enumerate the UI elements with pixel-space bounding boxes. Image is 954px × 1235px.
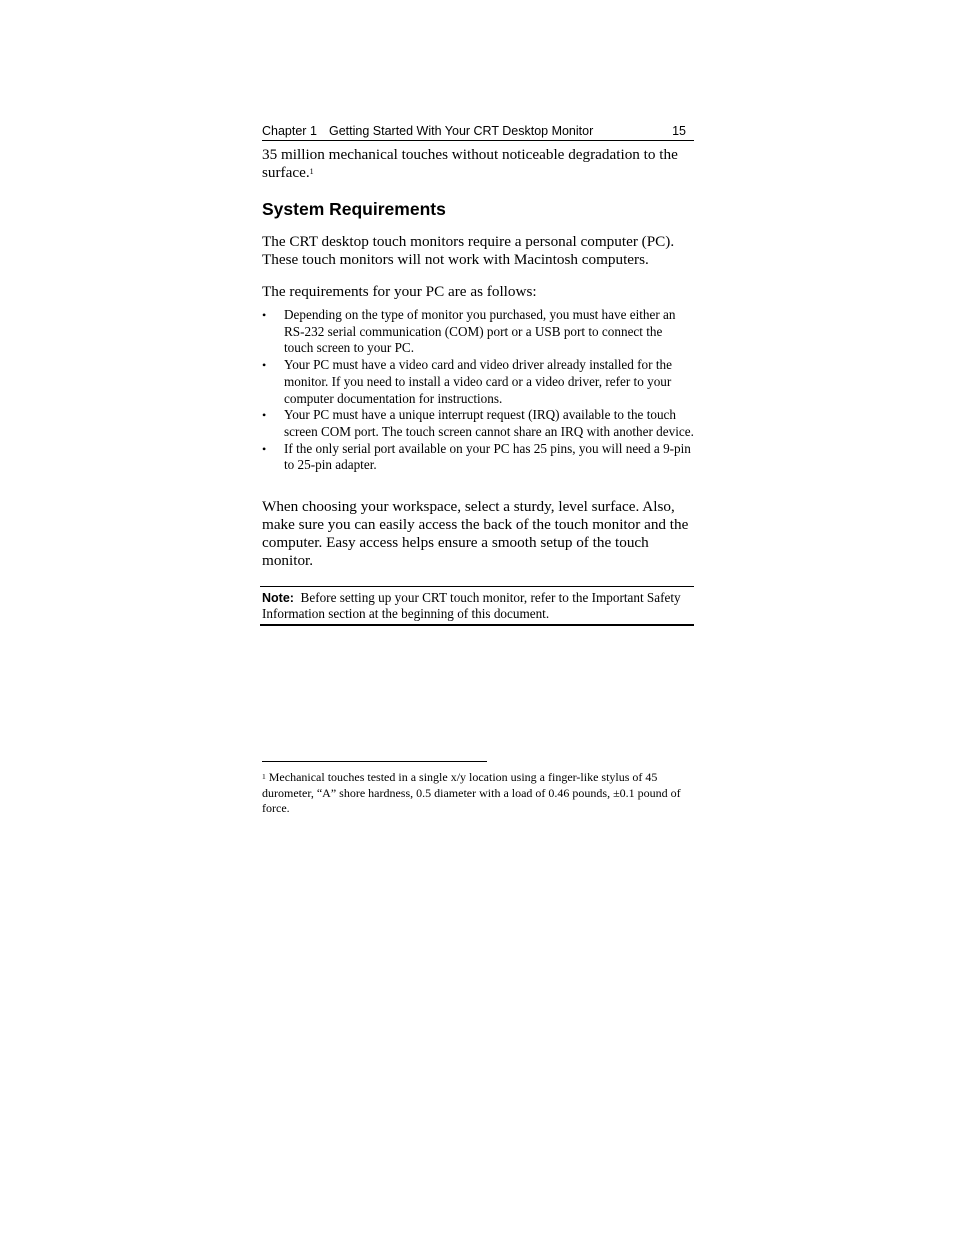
footnote: [262, 770, 694, 817]
workspace-paragraph: When choosing your workspace, select a sturdy, level surface. Also, make sure you can easily access the back of the touch monitor and the computer. Easy access helps ensure a smooth setup of the touch monitor.: [262, 498, 689, 569]
bullet-icon: •: [262, 408, 267, 423]
note-text: Before setting up your CRT touch monitor, refer to the Important Safety Information section at the beginning of this document.: [262, 590, 681, 621]
footnote-number: 1: [262, 772, 266, 781]
section-heading: System Requirements: [262, 199, 446, 219]
requirements-intro: The requirements for your PC are as follows:: [262, 283, 537, 300]
list-item: [262, 307, 694, 357]
footnote-reference[interactable]: 1: [309, 167, 314, 176]
header-chapter-title: Getting Started With Your CRT Desktop Monitor: [329, 124, 594, 138]
footnote-divider: [262, 761, 487, 762]
list-item: [262, 407, 694, 440]
bullet-icon: •: [262, 308, 267, 322]
list-item-text: If the only serial port available on your PC has 25 pins, you will need a 9-pin to 25-pin adapter.: [284, 440, 691, 473]
list-item: [262, 357, 694, 407]
note-box: [260, 586, 694, 626]
bullet-icon: •: [262, 358, 267, 373]
footnote-text: Mechanical touches tested in a single x/y location using a finger-like stylus of 45 durometer, “A” shore hardness, 0.5 diameter with a load of 0.46 pounds, ±0.1 pound of force.: [262, 770, 681, 815]
requirements-paragraph-1: The CRT desktop touch monitors require a personal computer (PC). These touch monitors will not work with Macintosh computers.: [262, 233, 675, 268]
intro-text: 35 million mechanical touches without noticeable degradation to the surface.: [262, 146, 678, 181]
requirements-list: [262, 307, 694, 474]
list-item-text: Depending on the type of monitor you purchased, you must have either an RS-232 serial communication (COM) port or a USB port to connect the touch screen to your PC.: [284, 307, 676, 356]
list-item-text: Your PC must have a video card and video driver already installed for the monitor. If you need to install a video card or a video driver, refer to your computer documentation for instructions.: [284, 357, 672, 406]
page-number: 15: [672, 124, 686, 138]
bullet-icon: •: [262, 441, 267, 456]
note-label: Note:: [262, 591, 294, 605]
list-item: [262, 441, 694, 474]
header-chapter: Chapter 1: [262, 124, 317, 138]
intro-paragraph: [262, 146, 694, 182]
list-item-text: Your PC must have a unique interrupt request (IRQ) available to the touch screen COM port. The touch screen cannot share an IRQ with another device.: [284, 407, 694, 439]
running-header: [262, 124, 694, 141]
